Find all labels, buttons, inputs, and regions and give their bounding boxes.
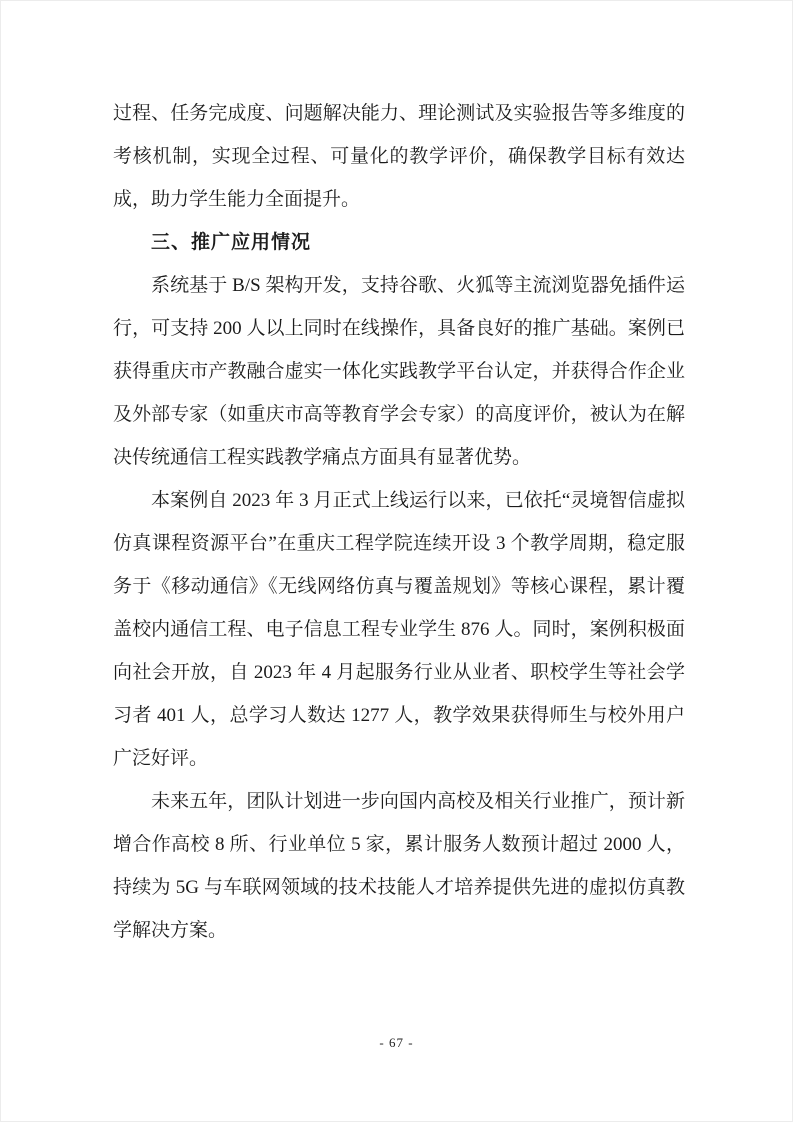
- page-number: - 67 -: [379, 1035, 414, 1050]
- paragraph-continuation: 过程、任务完成度、问题解决能力、理论测试及实验报告等多维度的考核机制，实现全过程、可量化的教学评价，确保教学目标有效达成，助力学生能力全面提升。: [113, 103, 685, 210]
- paragraph: 系统基于 B/S 架构开发，支持谷歌、火狐等主流浏览器免插件运行，可支持 200 人以上同时在线操作，具备良好的推广基础。案例已获得重庆市产教融合虚实一体化实践教学平台认定，并获得合作企业及外部专家（如重庆市高等教育学会专家）的高度评价，被认为在解决传统通信工程实践教学痛点方面具有显著优势。: [113, 275, 685, 468]
- paragraph: 未来五年，团队计划进一步向国内高校及相关行业推广，预计新增合作高校 8 所、行业单位 5 家，累计服务人数预计超过 2000 人，持续为 5G 与车联网领域的技术技能人才培养提供先进的虚拟仿真教学解决方案。: [113, 791, 685, 941]
- page-footer: [0, 1034, 793, 1052]
- paragraph: 本案例自 2023 年 3 月正式上线运行以来，已依托“灵境智信虚拟仿真课程资源平台”在重庆工程学院连续开设 3 个教学周期，稳定服务于《移动通信》《无线网络仿真与覆盖规划》等核心课程，累计覆盖校内通信工程、电子信息工程专业学生 876 人。同时，案例积极面向社会开放，自 2023 年 4 月起服务行业从业者、职校学生等社会学习者 401 人，总学习人数达 1277 人，教学效果获得师生与校外用户广泛好评。: [113, 490, 685, 769]
- page-body-text: [113, 92, 685, 952]
- section-heading: 三、推广应用情况: [151, 232, 312, 253]
